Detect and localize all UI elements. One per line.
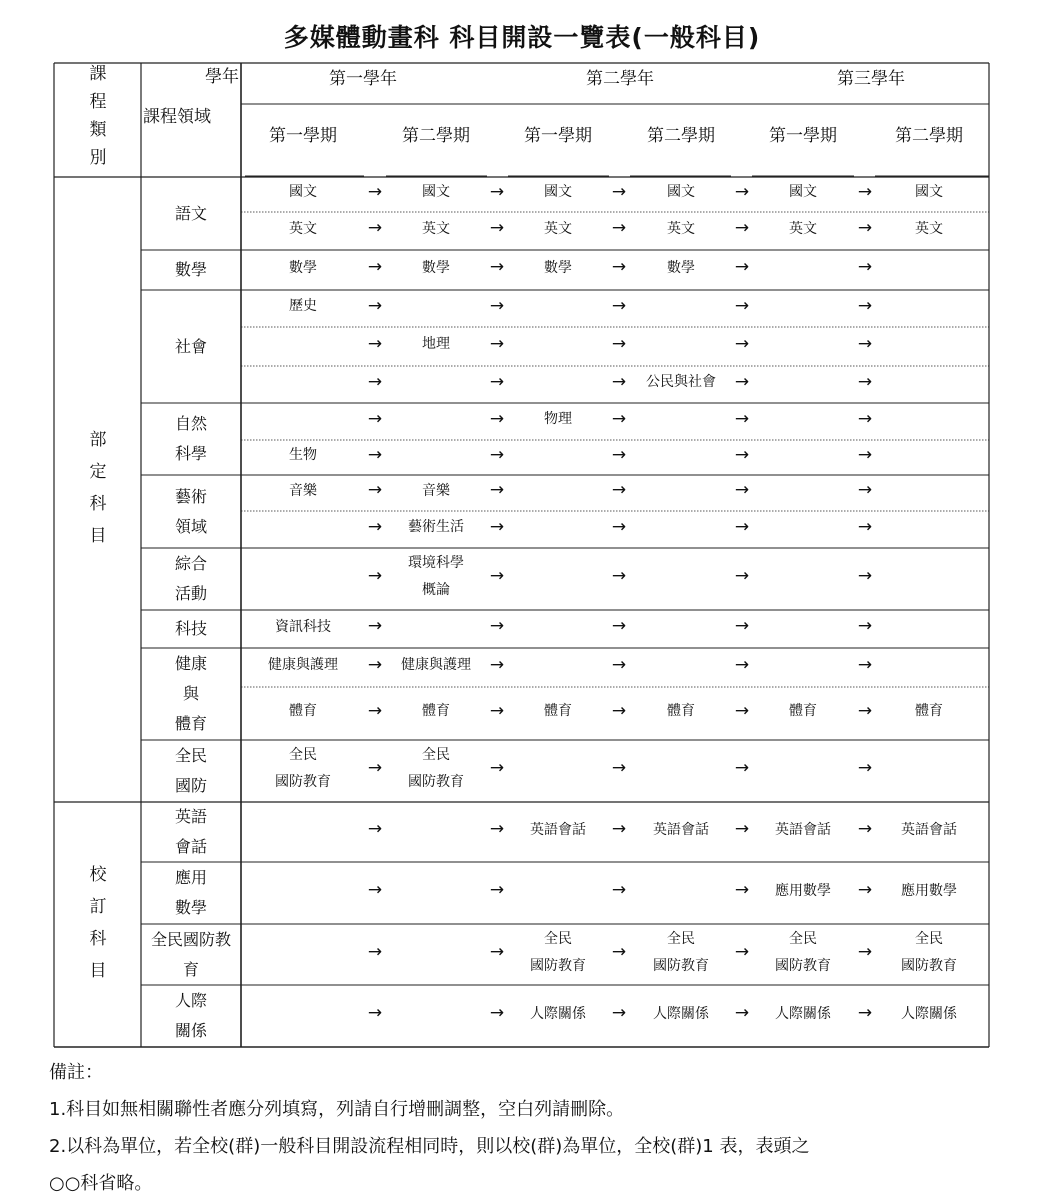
flow-arrow: → [734,616,750,636]
category-label-char: 定 [89,461,107,482]
flow-arrow: → [734,480,750,500]
flow-arrow: → [857,333,873,354]
domain-label: 會話 [174,837,208,856]
flow-arrow: → [734,758,750,778]
category-label-char: 訂 [89,896,107,917]
flow-arrow: → [367,654,383,675]
flow-arrow: → [857,819,873,839]
flow-arrow: → [857,941,873,962]
subject-cell: 體育 [789,703,817,719]
flow-arrow: → [611,480,627,500]
flow-arrow: → [611,371,627,392]
flow-arrow: → [611,700,627,721]
subject-cell: 英語會話 [530,821,586,838]
subject-cell: 音樂 [422,482,450,499]
flow-arrow: → [367,480,383,500]
flow-arrow: → [857,880,873,900]
flow-arrow: → [489,758,505,778]
flow-arrow: → [367,941,383,962]
category-header-char: 別 [89,148,107,168]
domain-label: 自然 [174,414,208,433]
flow-arrow: → [367,295,383,316]
flow-arrow: → [489,566,505,586]
domain-label: 社會 [174,336,208,356]
subject-cell: 英文 [422,220,450,237]
flow-arrow: → [857,480,873,500]
flow-arrow: → [734,181,750,202]
flow-arrow: → [367,1003,383,1023]
flow-arrow: → [734,257,750,277]
semester-label: 第二學期 [402,126,470,146]
subject-cell: 歷史 [289,298,317,314]
flow-arrow: → [489,700,505,721]
subject-cell: 國文 [289,184,317,200]
domain-label: 全民國防教 [150,929,232,949]
subject-cell: 全民 國防教育 [653,930,709,974]
flow-arrow: → [611,218,627,238]
flow-arrow: → [734,333,750,354]
subject-cell: 國文 [544,184,572,200]
subject-cell: 環境科學 概論 [408,555,464,598]
domain-label: 應用 [174,868,208,887]
domain-label: 育 [182,959,200,979]
flow-arrow: → [489,218,505,238]
flow-arrow: → [367,408,383,429]
flow-arrow: → [734,408,750,429]
flow-arrow: → [367,880,383,900]
flow-arrow: → [367,700,383,721]
flow-arrow: → [489,408,505,429]
flow-arrow: → [367,819,383,839]
domain-label: 關係 [174,1021,208,1040]
flow-arrow: → [611,566,627,586]
flow-arrow: → [857,257,873,277]
flow-arrow: → [611,758,627,778]
flow-arrow: → [857,566,873,586]
subject-cell: 數學 [289,259,317,276]
subject-cell: 音樂 [289,482,317,499]
flow-arrow: → [611,181,627,202]
subject-cell: 體育 [289,703,317,719]
note-item: 1.科目如無相關聯性者應分列填寫，列請自行增刪調整，空白列請刪除。 [49,1099,625,1120]
domain-label: 全民 [174,746,208,765]
subject-cell: 體育 [544,703,572,719]
subject-cell: 地理 [422,336,450,352]
domain-label: 數學 [174,260,208,279]
subject-cell: 物理 [544,411,572,427]
subject-cell: 國文 [789,184,817,200]
category-header-char: 類 [89,120,107,140]
subject-cell: 全民 國防教育 [408,747,464,790]
year-header-label: 學年 [205,67,239,87]
domain-label: 藝術 [174,486,208,506]
subject-cell: 全民 國防教育 [530,930,586,974]
flow-arrow: → [734,880,750,900]
notes-heading: 備註： [49,1062,103,1083]
flow-arrow: → [489,941,505,962]
flow-arrow: → [611,295,627,316]
flow-arrow: → [734,1003,750,1023]
domain-label: 國防 [174,776,208,795]
domain-label: 與 [182,684,200,703]
domain-header-label: 課程領域 [143,107,211,127]
semester-label: 第一學期 [769,126,837,146]
flow-arrow: → [857,408,873,429]
category-header-char: 程 [89,92,107,112]
year-label: 第二學年 [586,69,654,89]
flow-arrow: → [857,1003,873,1023]
subject-cell: 國文 [915,184,943,200]
flow-arrow: → [734,819,750,839]
year-label: 第一學年 [329,69,397,89]
flow-arrow: → [489,181,505,202]
flow-arrow: → [489,880,505,900]
domain-label: 領域 [174,516,208,536]
domain-label: 語文 [174,203,208,223]
domain-label: 科技 [174,619,208,638]
flow-arrow: → [611,257,627,277]
subject-cell: 英文 [289,220,317,237]
subject-cell: 應用數學 [901,882,957,899]
flow-arrow: → [611,616,627,636]
semester-label: 第二學期 [895,126,963,146]
notes [49,1054,809,1202]
category-header-char: 課 [89,64,107,84]
subject-cell: 健康與護理 [401,657,471,673]
flow-arrow: → [611,333,627,354]
flow-arrow: → [734,941,750,962]
subject-cell: 人際關係 [775,1005,831,1022]
flow-arrow: → [367,758,383,778]
subject-cell: 資訊科技 [275,618,331,635]
subject-cell: 全民 國防教育 [775,930,831,974]
flow-arrow: → [489,1003,505,1023]
category-label-char: 科 [89,493,107,514]
domain-label: 綜合 [174,554,208,573]
flow-arrow: → [489,480,505,500]
flow-arrow: → [367,181,383,202]
flow-arrow: → [734,295,750,316]
domain-label: 數學 [174,898,208,917]
subject-cell: 體育 [915,703,943,719]
flow-arrow: → [857,371,873,392]
subject-cell: 健康與護理 [268,657,338,673]
flow-arrow: → [857,700,873,721]
document-title: 多媒體動畫科 科目開設一覽表(一般科目) [283,23,761,52]
flow-arrow: → [611,516,627,537]
flow-arrow: → [367,516,383,537]
flow-arrow: → [367,444,383,465]
semester-label: 第一學期 [269,126,337,146]
flow-arrow: → [734,516,750,537]
flow-arrow: → [489,444,505,465]
flow-arrow: → [734,371,750,392]
subject-cell: 英文 [789,220,817,237]
subject-cell: 英語會話 [653,821,709,838]
subject-cell: 國文 [667,184,695,200]
flow-arrow: → [611,880,627,900]
subject-cell: 體育 [667,703,695,719]
flow-arrow: → [857,516,873,537]
flow-arrow: → [734,444,750,465]
subject-cell: 應用數學 [775,882,831,899]
flow-arrow: → [857,616,873,636]
note-item: ○○科省略。 [49,1173,153,1194]
flow-arrow: → [734,700,750,721]
domain-label: 人際 [174,991,208,1010]
flow-arrow: → [489,819,505,839]
subject-cell: 英語會話 [775,821,831,838]
flow-arrow: → [611,444,627,465]
semester-label: 第一學期 [524,126,592,146]
subject-cell: 公民與社會 [646,374,716,390]
flow-arrow: → [367,333,383,354]
category-label-char: 校 [89,864,107,885]
subject-cell: 體育 [422,703,450,719]
subject-cell: 英文 [915,220,943,237]
flow-arrow: → [857,654,873,675]
flow-arrow: → [489,654,505,675]
flow-arrow: → [489,333,505,354]
flow-arrow: → [367,616,383,636]
subject-cell: 人際關係 [901,1005,957,1022]
category-label-char: 目 [89,525,107,546]
flow-arrow: → [489,371,505,392]
subject-cell: 數學 [667,259,695,276]
subject-cell: 英文 [667,220,695,237]
flow-arrow: → [367,566,383,586]
flow-arrow: → [611,408,627,429]
flow-arrow: → [489,257,505,277]
domain-label: 健康 [174,654,208,673]
category-label-char: 目 [89,960,107,981]
flow-arrow: → [489,616,505,636]
category-label-char: 科 [89,928,107,949]
flow-arrow: → [611,941,627,962]
year-label: 第三學年 [837,69,905,89]
subject-cell: 藝術生活 [408,519,464,535]
domain-label: 科學 [174,444,208,463]
flow-arrow: → [611,654,627,675]
subject-cell: 人際關係 [530,1005,586,1022]
flow-arrow: → [857,218,873,238]
subject-cell: 英語會話 [901,821,957,838]
flow-arrow: → [489,516,505,537]
flow-arrow: → [367,218,383,238]
category-label-char: 部 [89,429,107,450]
flow-arrow: → [489,295,505,316]
flow-arrow: → [857,181,873,202]
domain-label: 體育 [174,714,208,733]
subject-cell: 英文 [544,220,572,237]
flow-arrow: → [734,218,750,238]
subject-cell: 生物 [289,447,317,463]
flow-arrow: → [367,257,383,277]
flow-arrow: → [611,1003,627,1023]
subject-cell: 數學 [544,259,572,276]
flow-arrow: → [857,295,873,316]
flow-arrow: → [367,371,383,392]
domain-label: 活動 [174,584,208,603]
flow-arrow: → [734,566,750,586]
subject-cell: 數學 [422,259,450,276]
flow-arrow: → [734,654,750,675]
semester-label: 第二學期 [647,126,715,146]
subject-cell: 國文 [422,184,450,200]
flow-arrow: → [857,444,873,465]
note-item: 2.以科為單位，若全校(群)一般科目開設流程相同時，則以校(群)為單位，全校(群)1 表，表頭之 [49,1136,810,1157]
subject-cell: 人際關係 [653,1005,709,1022]
subject-cell: 全民 國防教育 [901,930,957,974]
flow-arrow: → [857,758,873,778]
domain-label: 英語 [174,807,208,826]
subject-cell: 全民 國防教育 [275,747,331,790]
flow-arrow: → [611,819,627,839]
